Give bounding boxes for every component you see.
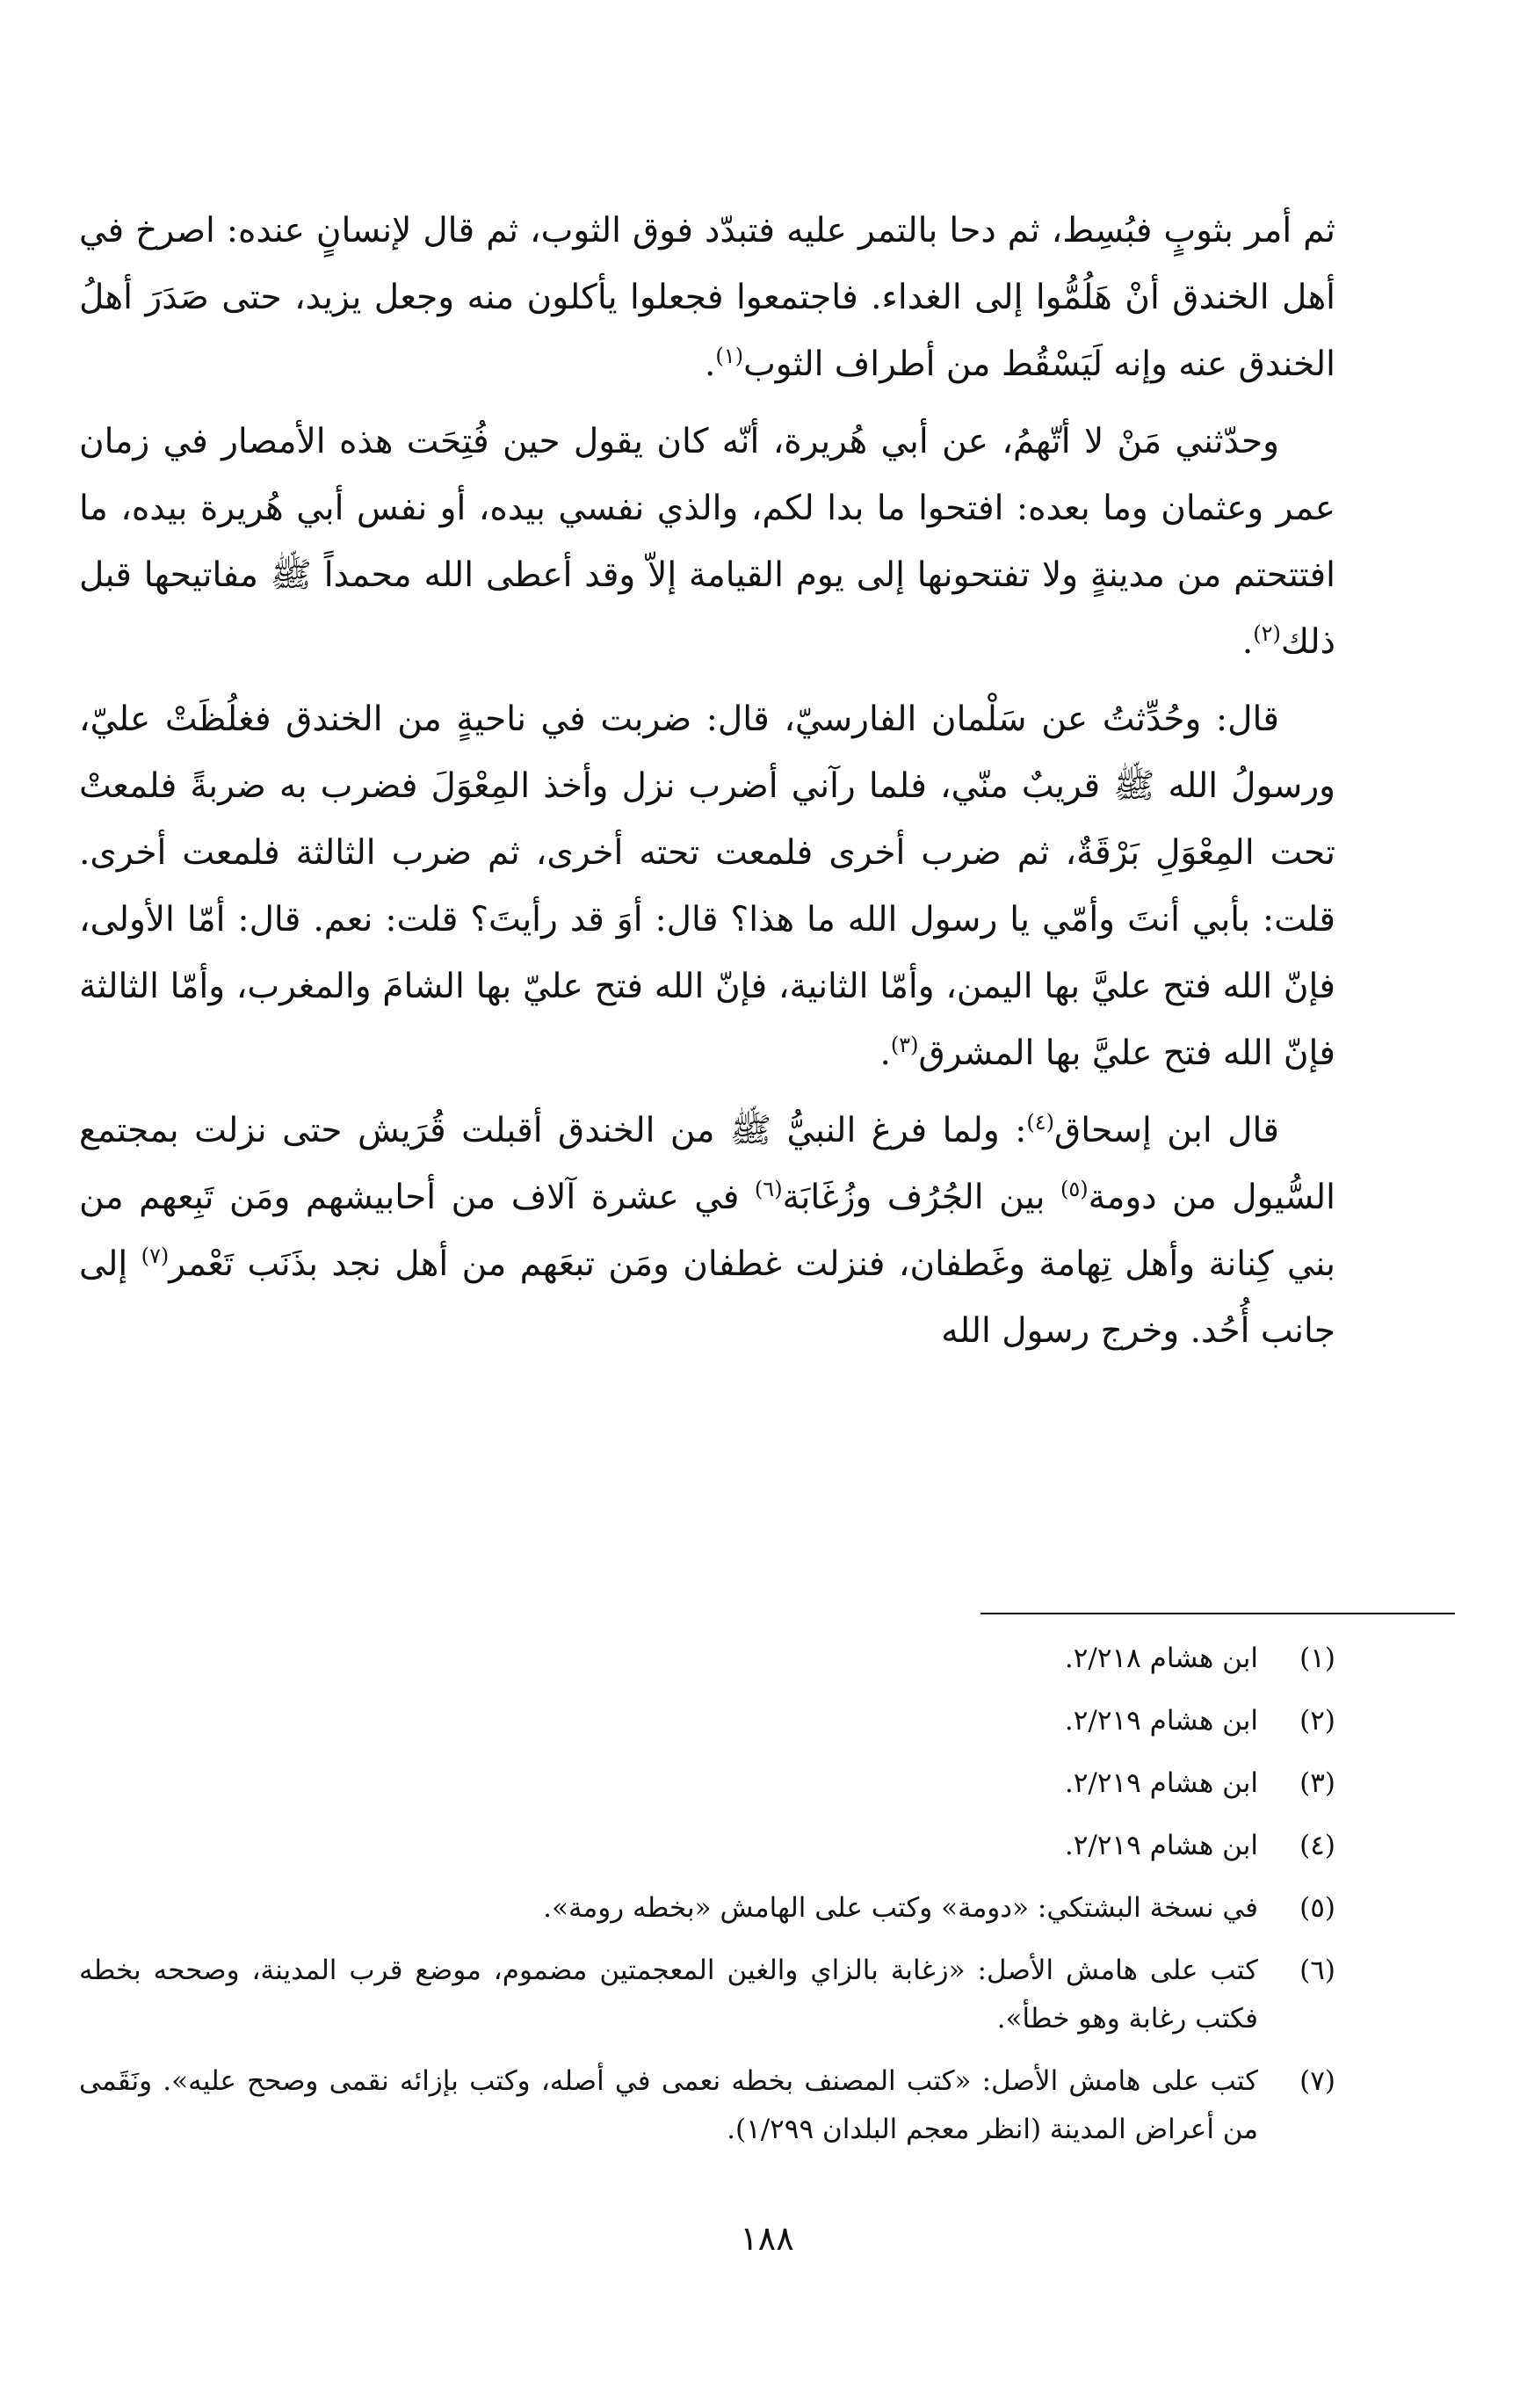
footnote-item (79, 1884, 1335, 1933)
text-segment: قال ابن إسحاق (1054, 1111, 1279, 1150)
text-segment: : ولما فرغ النبيُّ ﷺ من الخندق أقبلت قُرَيش حتى نزلت بمجتمع السُّيول من دومة (79, 1111, 1335, 1217)
footnote-reference: (٢) (1253, 621, 1281, 646)
footnote-number: (١) (1299, 1643, 1335, 1674)
page-number: ١٨٨ (740, 2219, 794, 2258)
footnotes (79, 1635, 1335, 2168)
footnote-text: ابن هشام ٢/٢١٨. (1064, 1643, 1258, 1674)
footnote-reference: (٥) (1060, 1177, 1089, 1201)
paragraph (79, 686, 1335, 1087)
footnote-reference: (٣) (890, 1033, 919, 1057)
text-segment: بين الجُرُف وزُغَابَة (782, 1178, 1060, 1217)
text-segment: وحدّثني مَنْ لا أتّهمُ، عن أبي هُريرة، أنّه كان يقول حين فُتِحَت هذه الأمصار في زمان عمر وعثمان وما بعده: افتحوا ما بدا لكم، والذي نفسي بيده، أو نفس أبي هُريرة بيده، ما افتتحتم من مدينةٍ ولا تفتحونها إلى يوم القيامة إلاّ وقد أعطى الله محمداً ﷺ مفاتيحها قبل ذلك (79, 422, 1335, 662)
footnote-reference: (٧) (141, 1244, 170, 1268)
footnote-number: (٦) (1299, 1955, 1335, 1986)
text-segment: قال: وحُدِّثتُ عن سَلْمان الفارسيّ، قال: ضربت في ناحيةٍ من الخندق فغلُظَتْ عليّ، ورسولُ الله ﷺ قريبٌ منّي، فلما رآني أضرب نزل وأخذ المِعْوَلَ فضرب به ضربةً فلمعتْ تحت المِعْوَلِ بَرْقَةٌ، ثم ضرب أخرى فلمعت تحته أخرى، ثم ضرب الثالثة فلمعت أخرى. قلت: بأبي أنتَ وأمّي يا رسول الله ما هذا؟ قال: أوَ قد رأيتَ؟ قلت: نعم. قال: أمّا الأولى، فإنّ الله فتح عليَّ بها اليمن، وأمّا الثانية، فإنّ الله فتح عليّ بها الشامَ والمغرب، وأمّا الثالثة فإنّ الله فتح عليَّ بها المشرق (79, 700, 1335, 1073)
text-segment: . (705, 345, 716, 384)
footnote-reference: (٦) (754, 1177, 783, 1201)
footnote-item (79, 1635, 1335, 1683)
text-segment: . (879, 1034, 891, 1073)
footnote-item (79, 1697, 1335, 1745)
footnote-reference: (٤) (1026, 1110, 1055, 1135)
footnote-text: ابن هشام ٢/٢١٩. (1064, 1705, 1258, 1737)
main-text (79, 198, 1335, 1375)
text-segment: إلى جانب أُحُد. وخرج رسول الله (79, 1244, 1335, 1351)
paragraph (79, 198, 1335, 398)
footnote-separator (980, 1613, 1455, 1614)
text-segment: . (1241, 622, 1254, 662)
paragraph (79, 1098, 1335, 1365)
footnote-text: ابن هشام ٢/٢١٩. (1064, 1830, 1258, 1861)
footnote-text: ابن هشام ٢/٢١٩. (1064, 1767, 1258, 1799)
footnote-number: (٤) (1299, 1830, 1335, 1861)
footnote-number: (٣) (1299, 1767, 1335, 1799)
footnote-item (79, 2057, 1335, 2154)
text-segment: ثم أمر بثوبٍ فبُسِط، ثم دحا بالتمر عليه فتبدّد فوق الثوب، ثم قال لإنسانٍ عنده: اصرخ في أهل الخندق أنْ هَلُمُّوا إلى الغداء. فاجتمعوا فجعلوا يأكلون منه وجعل يزيد، حتى صَدَرَ أهلُ الخندق عنه وإنه لَيَسْقُط من أطراف الثوب (79, 211, 1335, 384)
footnote-number: (٢) (1299, 1705, 1335, 1737)
text-segment: في عشرة آلاف من أحابيشهم ومَن تَبِعهم من بني كِنانة وأهل تِهامة وغَطفان، فنزلت غطفان ومَن تبعَهم من أهل نجد بذَنَب تَعْمر (79, 1178, 1336, 1284)
footnote-text: كتب على هامش الأصل: «زغابة بالزاي والغين المعجمتين مضموم، موضع قرب المدينة، وصححه بخطه فكتب رغابة وهو خطأ». (79, 1955, 1258, 2034)
footnote-item (79, 1947, 1335, 2043)
footnote-text: كتب على هامش الأصل: «كتب المصنف بخطه نعمى في أصله، وكتب بإزائه نقمى وصحح عليه». ونَقَمى من أعراض المدينة (انظر معجم البلدان ١/٢٩٩). (79, 2065, 1258, 2145)
footnote-item (79, 1822, 1335, 1870)
footnote-text: في نسخة البشتكي: «دومة» وكتب على الهامش «بخطه رومة». (543, 1892, 1258, 1924)
footnote-item (79, 1759, 1335, 1808)
footnote-number: (٧) (1299, 2065, 1335, 2097)
footnote-number: (٥) (1299, 1892, 1335, 1924)
footnote-reference: (١) (715, 344, 744, 368)
paragraph (79, 409, 1335, 676)
